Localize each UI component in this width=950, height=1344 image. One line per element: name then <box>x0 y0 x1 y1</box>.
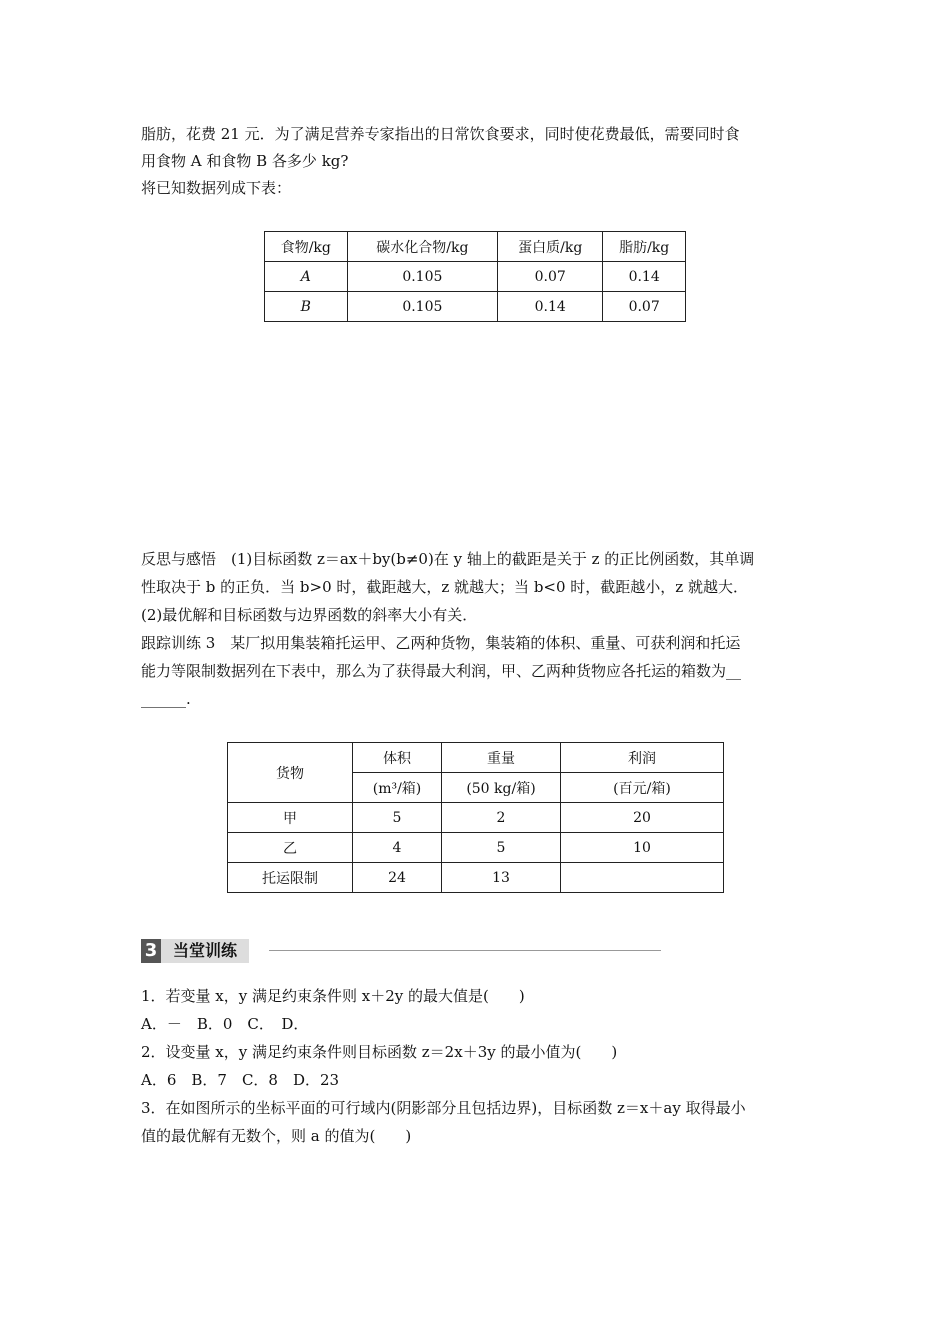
table-cell: 托运限制 <box>228 863 353 893</box>
table-cell: 20 <box>561 803 724 833</box>
text-line: 性取决于 b 的正负．当 b>0 时，截距越大，z 就越大；当 b<0 时，截距越小，z 就越大． <box>141 578 748 596</box>
table-cell: 5 <box>442 833 561 863</box>
text-line: 能力等限制数据列在下表中，那么为了获得最大利润，甲、乙两种货物应各托运的箱数为__ <box>141 662 742 680</box>
food-nutrition-table <box>264 231 686 322</box>
table-cell: 0.07 <box>603 292 686 322</box>
table-header: (50 kg/箱) <box>442 773 561 803</box>
table-cell: 0.14 <box>603 262 686 292</box>
text-line: 跟踪训练 3 某厂拟用集装箱托运甲、乙两种货物，集装箱的体积、重量、可获利润和托运 <box>141 634 741 652</box>
table-header: (百元/箱) <box>561 773 724 803</box>
table-cell: 0.07 <box>498 262 603 292</box>
table-cell: 5 <box>353 803 442 833</box>
divider <box>269 950 661 951</box>
text-line: 脂肪，花费 21 元．为了满足营养专家指出的日常饮食要求，同时使花费最低，需要同时食 <box>141 125 740 143</box>
text-line: 反思与感悟 (1)目标函数 z＝ax＋by(b≠0)在 y 轴上的截距是关于 z 的正比例函数，其单调 <box>141 550 755 568</box>
table-row <box>228 833 724 863</box>
table-cell: B <box>265 292 348 322</box>
text-line: 将已知数据列成下表： <box>141 179 292 197</box>
table-cell <box>561 863 724 893</box>
section-number: 3 <box>141 939 161 963</box>
question-options: A．－ B．0 C． D． <box>141 1015 309 1033</box>
question-options: A．6 B．7 C．8 D．23 <box>141 1071 340 1089</box>
table-cell: 0.105 <box>347 262 497 292</box>
table-header: 脂肪/kg <box>603 232 686 262</box>
question: 1．若变量 x，y 满足约束条件则 x＋2y 的最大值是( ) <box>141 987 525 1005</box>
table-cell: A <box>265 262 348 292</box>
question: 3．在如图所示的坐标平面的可行域内(阴影部分且包括边界)，目标函数 z＝x＋ay 取得最小 <box>141 1099 746 1117</box>
cargo-table <box>227 742 724 893</box>
table-header: 重量 <box>442 743 561 773</box>
table-header: 碳水化合物/kg <box>347 232 497 262</box>
table-row <box>265 292 686 322</box>
section-heading <box>141 939 526 963</box>
table-header: 货物 <box>228 743 353 803</box>
table-cell: 24 <box>353 863 442 893</box>
table-header: 体积 <box>353 743 442 773</box>
text-line: 用食物 A 和食物 B 各多少 kg? <box>141 152 349 170</box>
table-row <box>265 262 686 292</box>
question: 值的最优解有无数个，则 a 的值为( ) <box>141 1127 412 1145</box>
table-cell: 4 <box>353 833 442 863</box>
table-cell: 乙 <box>228 833 353 863</box>
table-header: 蛋白质/kg <box>498 232 603 262</box>
table-cell: 0.14 <box>498 292 603 322</box>
text-line: (2)最优解和目标函数与边界函数的斜率大小有关． <box>141 606 478 624</box>
section-title: 当堂训练 <box>161 939 249 963</box>
table-row <box>228 803 724 833</box>
table-cell: 0.105 <box>347 292 497 322</box>
table-cell: 甲 <box>228 803 353 833</box>
table-header: (m³/箱) <box>353 773 442 803</box>
table-row <box>228 863 724 893</box>
text-line: ______. <box>141 690 191 708</box>
table-header: 食物/kg <box>265 232 348 262</box>
table-cell: 2 <box>442 803 561 833</box>
question: 2．设变量 x，y 满足约束条件则目标函数 z＝2x＋3y 的最小值为( ) <box>141 1043 618 1061</box>
table-cell: 10 <box>561 833 724 863</box>
table-cell: 13 <box>442 863 561 893</box>
table-header: 利润 <box>561 743 724 773</box>
